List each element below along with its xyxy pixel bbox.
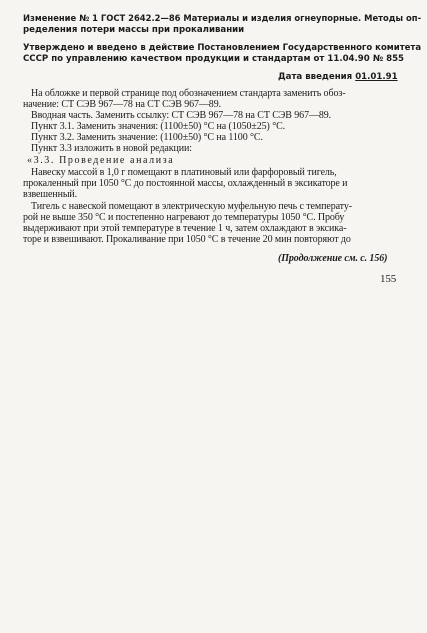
approved-line-2: СССР по управлению качеством продукции и стандартам от 11.04.90 № 855 <box>23 54 405 64</box>
paragraph-3: Пункт 3.1. Заменить значения: (1100±50) °С на (1050±25) °С. <box>31 121 286 132</box>
paragraph-6-line-2: прокаленный при 1050 °С до постоянной массы, охлажденный в эксикаторе и <box>23 178 348 189</box>
continuation-note: (Продолжение см. с. 156) <box>278 253 388 264</box>
paragraph-1-line-2: начение: СТ СЭВ 967—78 на СТ СЭВ 967—89. <box>23 99 222 110</box>
title-line-1: Изменение № 1 ГОСТ 2642.2—86 Материалы и изделия огнеупорные. Методы оп- <box>23 14 422 24</box>
effective-date-label: Дата введения <box>278 72 353 82</box>
paragraph-6-line-1: Навеску массой в 1,0 г помещают в платиновый или фарфоровый тигель, <box>31 167 337 178</box>
effective-date-value: 01.01.91 <box>355 72 398 82</box>
title-line-2: ределения потери массы при прокаливании <box>23 25 245 35</box>
section-title: «3.3. Проведение анализа <box>27 155 175 166</box>
paragraph-6-line-3: взвешенный. <box>23 189 78 200</box>
paragraph-7-line-4: торе и взвешивают. Прокаливание при 1050 °С в течение 20 мин повторяют до <box>23 234 351 245</box>
page-number: 155 <box>380 273 397 285</box>
paragraph-7-line-3: выдерживают при этой температуре в течение 1 ч, затем охлаждают в эксика- <box>23 223 347 234</box>
paragraph-4: Пункт 3.2. Заменить значение: (1100±50) °С на 1100 °С. <box>31 132 263 143</box>
effective-date-line <box>278 71 398 83</box>
approved-line-1: Утверждено и введено в действие Постановлением Государственного комитета <box>23 43 422 53</box>
paragraph-7-line-1: Тигель с навеской помещают в электрическую муфельную печь с температу- <box>31 201 352 212</box>
paragraph-5: Пункт 3.3 изложить в новой редакции: <box>31 143 192 154</box>
paragraph-2: Вводная часть. Заменить ссылку: СТ СЭВ 967—78 на СТ СЭВ 967—89. <box>31 110 332 121</box>
paragraph-7-line-2: рой не выше 350 °С и постепенно нагревают до температуры 1050 °С. Пробу <box>23 212 345 223</box>
paragraph-1-line-1: На обложке и первой странице под обозначением стандарта заменить обоз- <box>31 88 346 99</box>
